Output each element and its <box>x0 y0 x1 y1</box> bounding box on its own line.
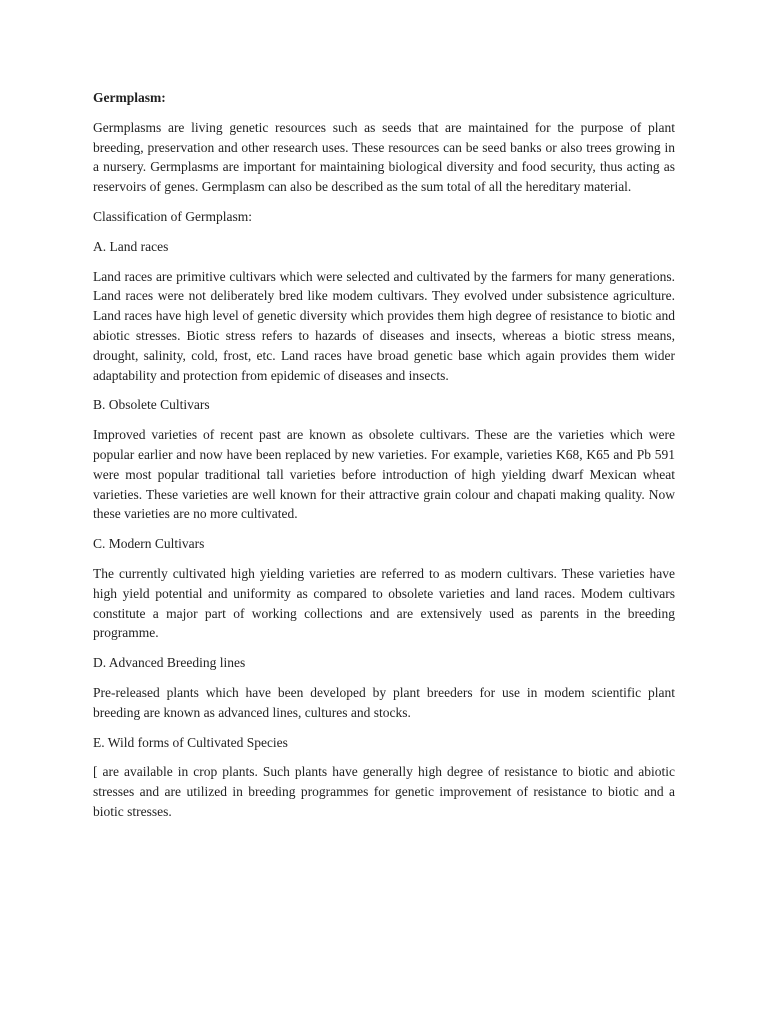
section-body-advanced-breeding-lines: Pre-released plants which have been developed by plant breeders for use in modem scientific plant breeding are known as advanced lines, cultures and stocks. <box>93 684 675 720</box>
classification-heading: Classification of Germplasm: <box>93 208 252 224</box>
section-heading-wild-forms: E. Wild forms of Cultivated Species <box>93 734 288 750</box>
document-title: Germplasm: <box>93 90 166 105</box>
section-heading-modern-cultivars: C. Modern Cultivars <box>93 536 205 552</box>
section-heading-advanced-breeding-lines: D. Advanced Breeding lines <box>93 655 246 671</box>
section-heading-land-races: A. Land races <box>93 238 169 254</box>
section-body-wild-forms: [ are available in crop plants. Such plants have generally high degree of resistance to biotic and abiotic stresses and are utilized in breeding programmes for genetic improvement of resistance to biotic and a biotic stresses. <box>93 764 675 819</box>
intro-paragraph: Germplasms are living genetic resources such as seeds that are maintained for the purpose of plant breeding, preservation and other research uses. These resources can be seed banks or also trees growing in a nursery. Germplasms are important for maintaining biological diversity and food security, thus acting as reservoirs of genes. Germplasm can also be described as the sum total of all the hereditary material. <box>93 119 675 195</box>
document-page <box>93 88 675 832</box>
section-heading-obsolete-cultivars: B. Obsolete Cultivars <box>93 397 210 413</box>
section-body-land-races: Land races are primitive cultivars which were selected and cultivated by the farmers for many generations. Land races were not deliberately bred like modem cultivars. They evolved under subsistence agriculture. Land races have high level of genetic diversity which provides them high degree of resistance to biotic and abiotic stresses. Biotic stress refers to hazards of diseases and insects, whereas a biotic stress means, drought, salinity, cold, frost, etc. Land races have broad genetic base which again provides them wider adaptability and protection from epidemic of diseases and insects. <box>93 268 675 383</box>
section-body-obsolete-cultivars: Improved varieties of recent past are known as obsolete cultivars. These are the varieties which were popular earlier and now have been replaced by new varieties. For example, varieties K68, K65 and Pb 591 were most popular traditional tall varieties before introduction of high yielding dwarf Mexican wheat varieties. These varieties are well known for their attractive grain colour and chapati making quality. Now these varieties are no more cultivated. <box>93 427 675 522</box>
section-body-modern-cultivars: The currently cultivated high yielding varieties are referred to as modern cultivars. These varieties have high yield potential and uniformity as compared to obsolete varieties and land races. Modem cultivars constitute a major part of working collections and are extensively used as parents in the breeding programme. <box>93 565 675 641</box>
